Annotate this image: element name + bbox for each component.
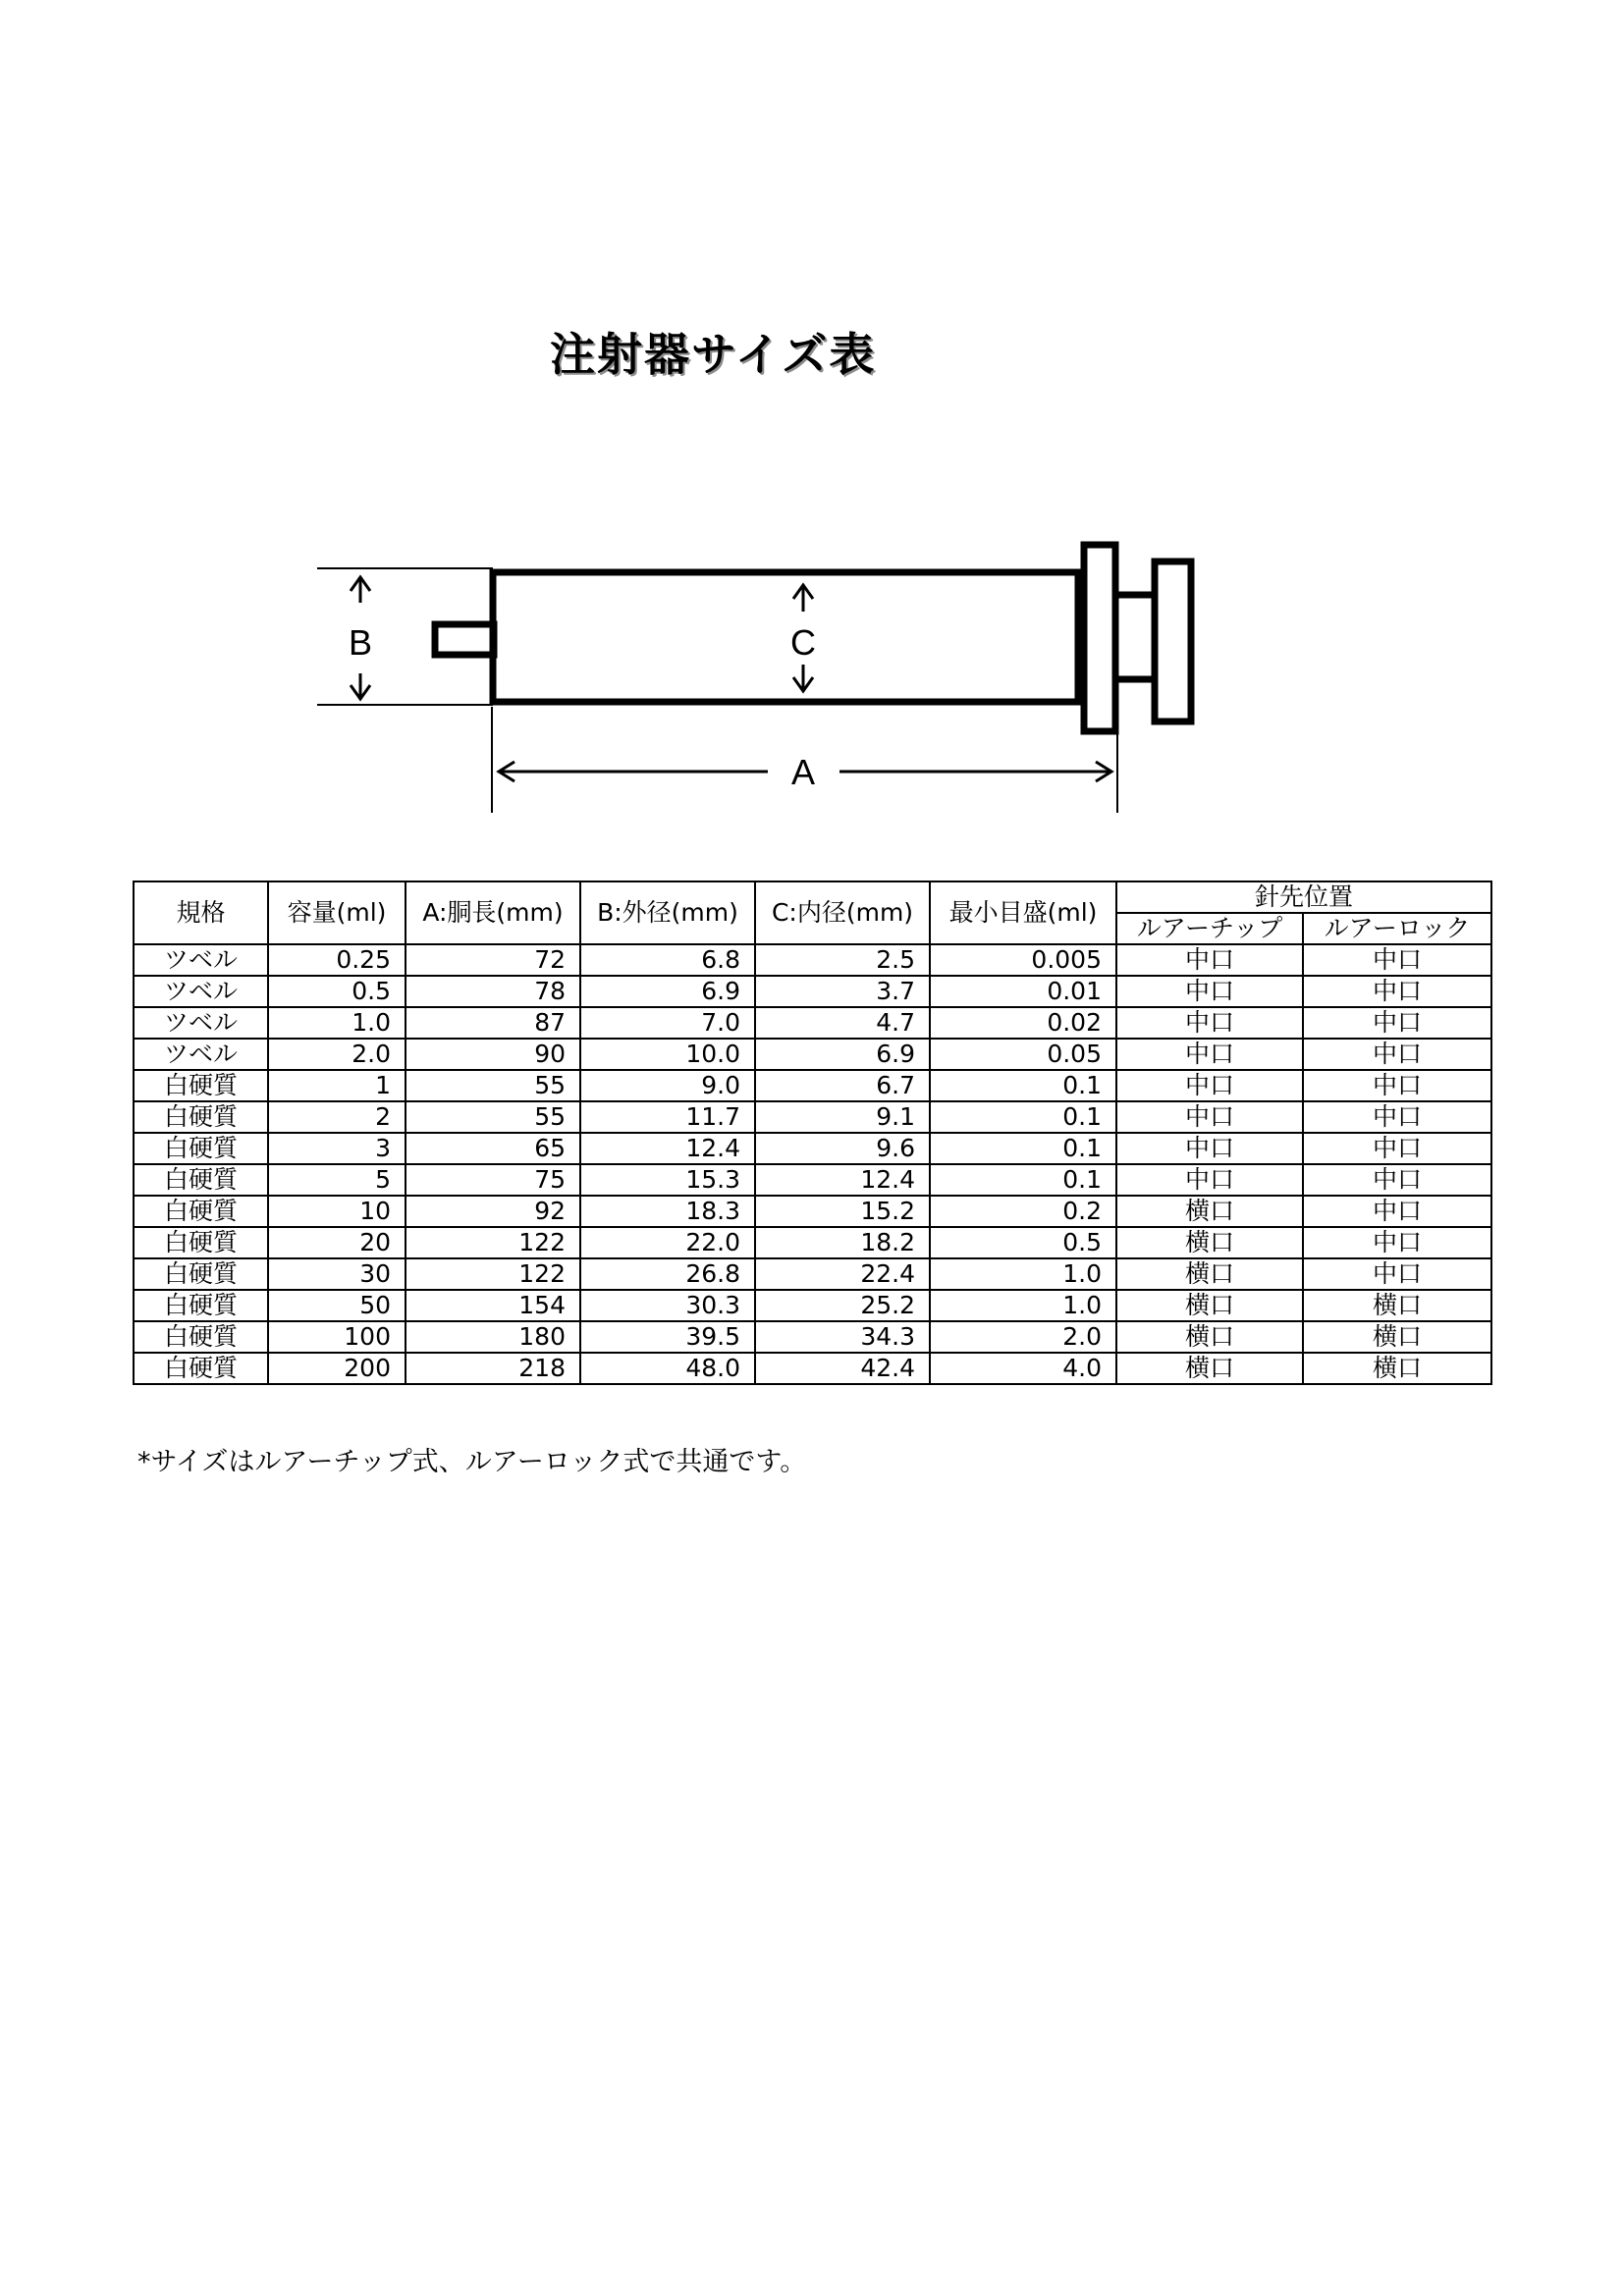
cell-spec: 白硬質 <box>134 1133 268 1164</box>
cell-length: 72 <box>406 944 580 976</box>
cell-inner-diameter: 6.9 <box>755 1039 930 1070</box>
table-row <box>134 1290 1491 1321</box>
cell-outer-diameter: 7.0 <box>580 1007 755 1039</box>
cell-min-scale: 0.1 <box>930 1070 1116 1101</box>
header-luer-lock: ルアーロック <box>1303 913 1491 944</box>
cell-volume: 5 <box>268 1164 406 1196</box>
cell-min-scale: 0.1 <box>930 1164 1116 1196</box>
header-min-scale: 最小目盛(ml) <box>930 881 1116 944</box>
cell-luer-tip: 中口 <box>1116 1007 1303 1039</box>
cell-luer-lock: 中口 <box>1303 1227 1491 1258</box>
cell-inner-diameter: 9.1 <box>755 1101 930 1133</box>
table-header-row <box>134 881 1491 913</box>
syringe-diagram <box>0 0 1624 883</box>
cell-luer-tip: 中口 <box>1116 944 1303 976</box>
cell-min-scale: 1.0 <box>930 1258 1116 1290</box>
cell-outer-diameter: 15.3 <box>580 1164 755 1196</box>
cell-length: 90 <box>406 1039 580 1070</box>
cell-min-scale: 4.0 <box>930 1353 1116 1384</box>
cell-volume: 0.5 <box>268 976 406 1007</box>
cell-luer-tip: 横口 <box>1116 1227 1303 1258</box>
cell-min-scale: 2.0 <box>930 1321 1116 1353</box>
cell-spec: 白硬質 <box>134 1164 268 1196</box>
cell-luer-tip: 横口 <box>1116 1290 1303 1321</box>
footnote: *サイズはルアーチップ式、ルアーロック式で共通です。 <box>137 1447 807 1477</box>
cell-luer-lock: 中口 <box>1303 1101 1491 1133</box>
cell-volume: 2.0 <box>268 1039 406 1070</box>
cell-outer-diameter: 22.0 <box>580 1227 755 1258</box>
cell-length: 180 <box>406 1321 580 1353</box>
cell-outer-diameter: 11.7 <box>580 1101 755 1133</box>
cell-outer-diameter: 12.4 <box>580 1133 755 1164</box>
page-title: 注射器サイズ表 <box>550 328 877 381</box>
cell-length: 65 <box>406 1133 580 1164</box>
cell-min-scale: 0.005 <box>930 944 1116 976</box>
header-outer-diameter: B:外径(mm) <box>580 881 755 944</box>
cell-length: 55 <box>406 1070 580 1101</box>
cell-luer-lock: 中口 <box>1303 976 1491 1007</box>
cell-min-scale: 0.02 <box>930 1007 1116 1039</box>
cell-luer-lock: 横口 <box>1303 1353 1491 1384</box>
syringe-plunger-head <box>1155 561 1191 721</box>
cell-volume: 200 <box>268 1353 406 1384</box>
cell-luer-lock: 中口 <box>1303 1070 1491 1101</box>
cell-outer-diameter: 39.5 <box>580 1321 755 1353</box>
table-row <box>134 1039 1491 1070</box>
syringe-plunger-rod <box>1115 595 1155 679</box>
table-row <box>134 1196 1491 1227</box>
table-row <box>134 1353 1491 1384</box>
cell-volume: 0.25 <box>268 944 406 976</box>
arrow-a-left <box>499 762 768 781</box>
cell-inner-diameter: 22.4 <box>755 1258 930 1290</box>
cell-inner-diameter: 6.7 <box>755 1070 930 1101</box>
cell-outer-diameter: 6.8 <box>580 944 755 976</box>
cell-spec: 白硬質 <box>134 1290 268 1321</box>
cell-inner-diameter: 12.4 <box>755 1164 930 1196</box>
cell-min-scale: 0.2 <box>930 1196 1116 1227</box>
label-b: B <box>348 622 373 663</box>
cell-luer-lock: 横口 <box>1303 1290 1491 1321</box>
cell-inner-diameter: 34.3 <box>755 1321 930 1353</box>
cell-luer-tip: 中口 <box>1116 976 1303 1007</box>
cell-spec: 白硬質 <box>134 1321 268 1353</box>
cell-luer-lock: 中口 <box>1303 1133 1491 1164</box>
cell-luer-lock: 中口 <box>1303 944 1491 976</box>
cell-spec: 白硬質 <box>134 1227 268 1258</box>
cell-spec: 白硬質 <box>134 1353 268 1384</box>
cell-luer-lock: 中口 <box>1303 1258 1491 1290</box>
cell-luer-tip: 中口 <box>1116 1070 1303 1101</box>
table-body <box>134 944 1491 1384</box>
header-luer-tip: ルアーチップ <box>1116 913 1303 944</box>
syringe-size-table <box>133 881 1492 1385</box>
table-row <box>134 1070 1491 1101</box>
cell-length: 75 <box>406 1164 580 1196</box>
cell-luer-tip: 中口 <box>1116 1039 1303 1070</box>
syringe-barrel <box>493 572 1078 702</box>
cell-length: 87 <box>406 1007 580 1039</box>
arrow-c-down <box>793 665 813 691</box>
cell-luer-tip: 横口 <box>1116 1196 1303 1227</box>
header-length: A:胴長(mm) <box>406 881 580 944</box>
cell-luer-tip: 中口 <box>1116 1101 1303 1133</box>
cell-volume: 2 <box>268 1101 406 1133</box>
table-row <box>134 976 1491 1007</box>
table-row <box>134 1227 1491 1258</box>
cell-outer-diameter: 26.8 <box>580 1258 755 1290</box>
cell-length: 122 <box>406 1227 580 1258</box>
cell-volume: 10 <box>268 1196 406 1227</box>
cell-outer-diameter: 30.3 <box>580 1290 755 1321</box>
cell-min-scale: 0.1 <box>930 1133 1116 1164</box>
cell-inner-diameter: 18.2 <box>755 1227 930 1258</box>
cell-length: 78 <box>406 976 580 1007</box>
cell-luer-tip: 横口 <box>1116 1258 1303 1290</box>
header-volume: 容量(ml) <box>268 881 406 944</box>
arrow-c-up <box>793 585 813 612</box>
header-needle-position: 針先位置 <box>1116 881 1491 913</box>
cell-inner-diameter: 15.2 <box>755 1196 930 1227</box>
table-row <box>134 1007 1491 1039</box>
cell-inner-diameter: 42.4 <box>755 1353 930 1384</box>
cell-luer-tip: 中口 <box>1116 1164 1303 1196</box>
header-spec: 規格 <box>134 881 268 944</box>
cell-inner-diameter: 3.7 <box>755 976 930 1007</box>
cell-volume: 100 <box>268 1321 406 1353</box>
cell-length: 122 <box>406 1258 580 1290</box>
cell-volume: 1.0 <box>268 1007 406 1039</box>
cell-outer-diameter: 48.0 <box>580 1353 755 1384</box>
cell-min-scale: 0.5 <box>930 1227 1116 1258</box>
cell-luer-lock: 横口 <box>1303 1321 1491 1353</box>
cell-volume: 20 <box>268 1227 406 1258</box>
arrow-a-right <box>839 762 1111 781</box>
cell-luer-lock: 中口 <box>1303 1007 1491 1039</box>
cell-luer-lock: 中口 <box>1303 1039 1491 1070</box>
cell-inner-diameter: 9.6 <box>755 1133 930 1164</box>
cell-length: 55 <box>406 1101 580 1133</box>
cell-inner-diameter: 25.2 <box>755 1290 930 1321</box>
table-row <box>134 1164 1491 1196</box>
table-row <box>134 944 1491 976</box>
cell-spec: ツベル <box>134 1039 268 1070</box>
cell-min-scale: 0.05 <box>930 1039 1116 1070</box>
cell-length: 92 <box>406 1196 580 1227</box>
cell-outer-diameter: 6.9 <box>580 976 755 1007</box>
cell-spec: ツベル <box>134 1007 268 1039</box>
cell-luer-lock: 中口 <box>1303 1164 1491 1196</box>
table-row <box>134 1101 1491 1133</box>
cell-spec: 白硬質 <box>134 1101 268 1133</box>
cell-inner-diameter: 2.5 <box>755 944 930 976</box>
cell-inner-diameter: 4.7 <box>755 1007 930 1039</box>
cell-min-scale: 0.1 <box>930 1101 1116 1133</box>
cell-spec: ツベル <box>134 976 268 1007</box>
cell-spec: 白硬質 <box>134 1070 268 1101</box>
label-a: A <box>790 752 816 792</box>
cell-length: 154 <box>406 1290 580 1321</box>
syringe-tip <box>435 624 494 655</box>
arrow-b-up <box>351 577 370 603</box>
cell-min-scale: 1.0 <box>930 1290 1116 1321</box>
cell-length: 218 <box>406 1353 580 1384</box>
cell-volume: 50 <box>268 1290 406 1321</box>
table-row <box>134 1258 1491 1290</box>
arrow-b-down <box>351 673 370 699</box>
table-row <box>134 1321 1491 1353</box>
cell-min-scale: 0.01 <box>930 976 1116 1007</box>
cell-luer-lock: 中口 <box>1303 1196 1491 1227</box>
cell-outer-diameter: 18.3 <box>580 1196 755 1227</box>
cell-volume: 30 <box>268 1258 406 1290</box>
cell-outer-diameter: 9.0 <box>580 1070 755 1101</box>
cell-spec: 白硬質 <box>134 1258 268 1290</box>
syringe-flange <box>1084 545 1115 731</box>
table-row <box>134 1133 1491 1164</box>
cell-luer-tip: 横口 <box>1116 1321 1303 1353</box>
cell-outer-diameter: 10.0 <box>580 1039 755 1070</box>
cell-volume: 1 <box>268 1070 406 1101</box>
label-c: C <box>790 622 816 663</box>
cell-spec: 白硬質 <box>134 1196 268 1227</box>
cell-volume: 3 <box>268 1133 406 1164</box>
cell-spec: ツベル <box>134 944 268 976</box>
cell-luer-tip: 中口 <box>1116 1133 1303 1164</box>
cell-luer-tip: 横口 <box>1116 1353 1303 1384</box>
header-inner-diameter: C:内径(mm) <box>755 881 930 944</box>
